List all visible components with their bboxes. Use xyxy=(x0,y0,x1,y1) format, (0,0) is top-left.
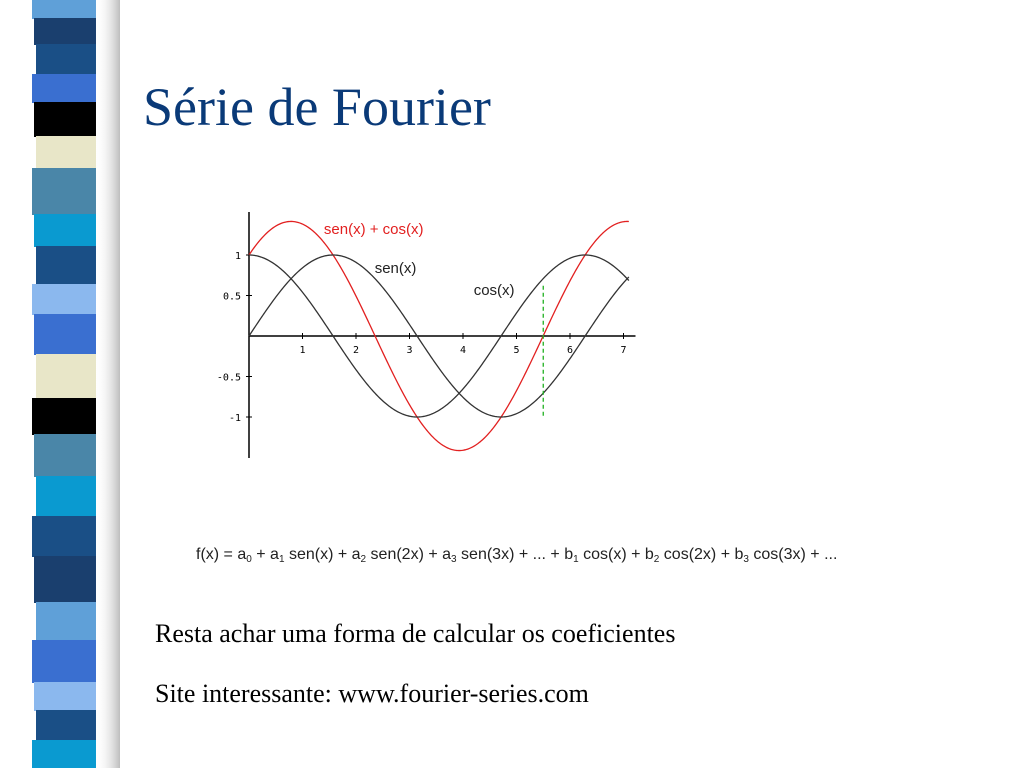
fourier-formula xyxy=(196,546,916,574)
x-tick-label: 4 xyxy=(459,345,467,356)
sidebar-stripe xyxy=(32,74,96,103)
y-tick-label: 0.5 xyxy=(222,291,241,303)
sidebar-stripe xyxy=(34,18,96,45)
decorative-sidebar xyxy=(0,0,120,768)
sidebar-stripe xyxy=(34,682,96,711)
sidebar-stripe xyxy=(32,516,96,557)
sidebar-stripe xyxy=(32,284,96,315)
sidebar-stripe xyxy=(32,640,96,683)
sidebar-stripe xyxy=(36,136,96,169)
sidebar-stripe xyxy=(32,168,96,215)
label-sen-plus-cos: sen(x) + cos(x) xyxy=(323,221,424,238)
body-line-site: Site interessante: www.fourier-series.com xyxy=(155,679,589,708)
chart-axes xyxy=(249,212,636,458)
sidebar-stripe xyxy=(34,434,96,477)
sidebar-stripe xyxy=(36,246,96,285)
x-tick-label: 6 xyxy=(566,345,574,356)
slide-title: Série de Fourier xyxy=(143,77,491,137)
sidebar-stripe xyxy=(34,102,96,137)
sidebar-stripe xyxy=(36,44,96,75)
y-tick-label: -0.5 xyxy=(216,372,241,384)
x-tick-label: 3 xyxy=(406,345,413,356)
sidebar-stripe xyxy=(32,0,96,19)
x-tick-label: 7 xyxy=(620,345,627,356)
x-tick-label: 2 xyxy=(352,345,360,356)
body-line-coefficients: Resta achar uma forma de calcular os coeficientes xyxy=(155,619,676,648)
sidebar-stripe xyxy=(32,740,96,768)
y-tick-label: -1 xyxy=(228,413,241,424)
chart-ticks xyxy=(217,251,627,424)
sidebar-stripe xyxy=(32,398,96,435)
sidebar-stripe xyxy=(34,214,96,247)
formula-text: $f(x) = a_0 + a_1$ $sen(x) + a_2$ $sen(2x) + a_3$ sen(3x) + ... + $b_1$ $\cos(x) + b_2$ $\cos(2x) + b_3$ cos(3x) + ... xyxy=(196,546,838,565)
y-tick-label: 1 xyxy=(234,251,241,262)
sidebar-stripe xyxy=(36,602,96,641)
sidebar-stripe xyxy=(36,354,96,399)
label-cos: cos(x) xyxy=(473,282,515,299)
sidebar-stripe xyxy=(36,476,96,517)
x-tick-label: 1 xyxy=(299,345,306,356)
sidebar-stripe xyxy=(36,710,96,741)
sidebar-stripe xyxy=(34,314,96,355)
sidebar-stripe xyxy=(34,556,96,603)
label-sen: sen(x) xyxy=(374,260,417,277)
x-tick-label: 5 xyxy=(513,345,520,356)
fourier-chart xyxy=(200,200,660,470)
sidebar-stripes xyxy=(0,0,120,768)
